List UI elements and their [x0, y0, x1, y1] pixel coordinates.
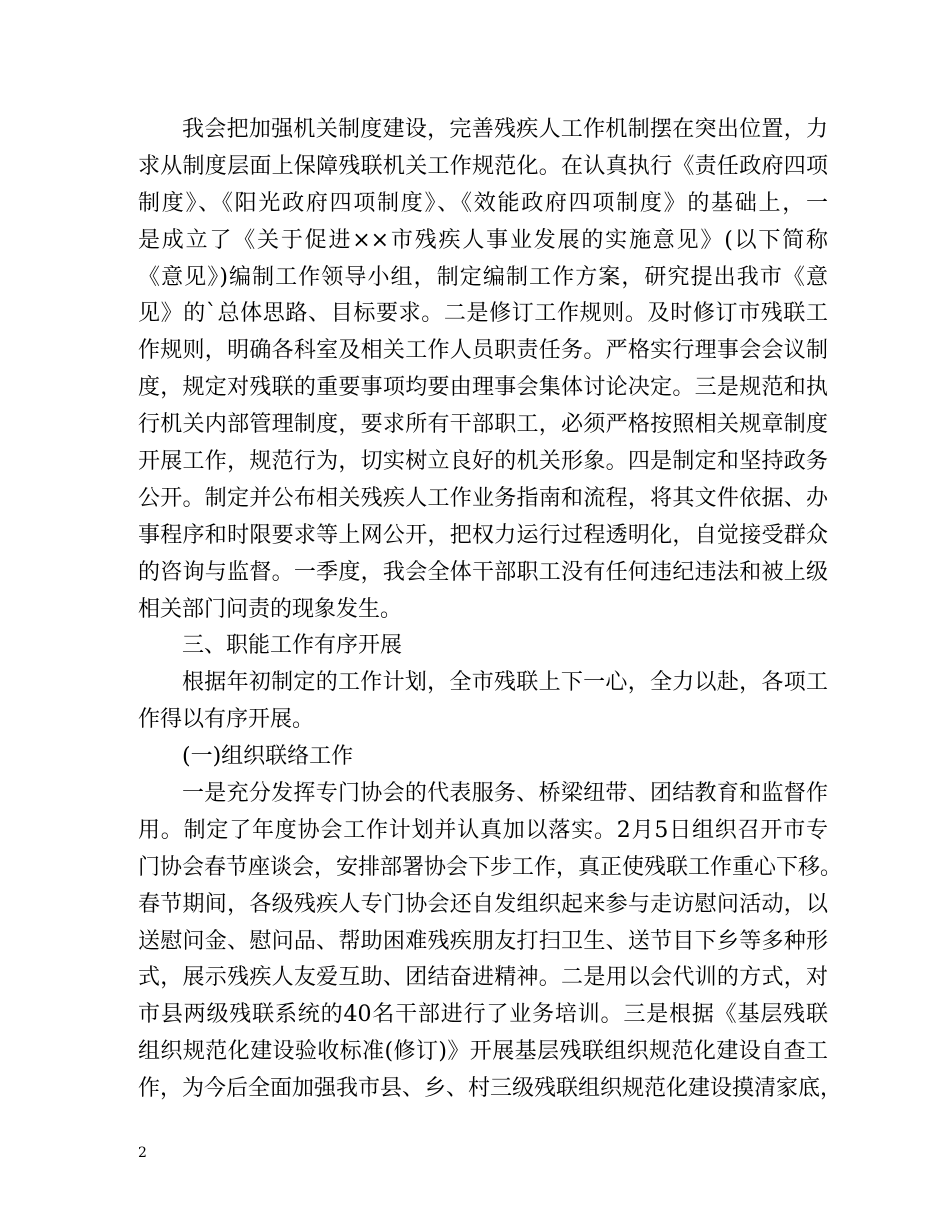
text-line: 制度》、《阳光政府四项制度》、《效能政府四项制度》的基础上，一 — [138, 190, 828, 216]
text-line: 相关部门问责的现象发生。 — [138, 596, 403, 622]
page-number: 2 — [138, 1145, 147, 1161]
text-line: 用。制定了年度协会工作计划并认真加以落实。2月5日组织召开市专 — [138, 817, 828, 843]
text-line: 我会把加强机关制度建设，完善残疾人工作机制摆在突出位置，力 — [182, 117, 828, 142]
text-line: 《意见》)编制工作领导小组，制定编制工作方案，研究提出我市《意 — [138, 264, 828, 290]
text-line: 作规则，明确各科室及相关工作人员职责任务。严格实行理事会会议制 — [138, 338, 828, 364]
text-line: 市县两级残联系统的40名干部进行了业务培训。三是根据《基层残联 — [138, 1002, 828, 1028]
text-line: 组织规范化建设验收标准(修订)》开展基层残联组织规范化建设自查工 — [138, 1039, 828, 1065]
text-line: 求从制度层面上保障残联机关工作规范化。在认真执行《责任政府四项 — [138, 153, 828, 179]
text-line: 根据年初制定的工作计划，全市残联上下一心，全力以赴，各项工 — [182, 670, 828, 696]
text-line: 事程序和时限要求等上网公开，把权力运行过程透明化，自觉接受群众 — [138, 522, 828, 548]
text-line: 作得以有序开展。 — [138, 707, 315, 733]
text-line: 门协会春节座谈会，安排部署协会下步工作，真正使残联工作重心下移。 — [138, 854, 843, 880]
text-line: 式，展示残疾人友爱互助、团结奋进精神。二是用以会代训的方式，对 — [138, 965, 828, 991]
text-line: 春节期间，各级残疾人专门协会还自发组织起来参与走访慰问活动，以 — [138, 891, 828, 917]
text-line: 送慰问金、慰问品、帮助困难残疾朋友打扫卫生、送节目下乡等多种形 — [138, 928, 828, 954]
text-line: 三、职能工作有序开展 — [182, 633, 403, 659]
text-line: 的咨询与监督。一季度，我会全体干部职工没有任何违纪违法和被上级 — [138, 559, 828, 585]
document-body — [138, 112, 843, 1108]
text-line: 行机关内部管理制度，要求所有干部职工，必须严格按照相关规章制度 — [138, 412, 828, 438]
text-line: 是成立了《关于促进××市残疾人事业发展的实施意见》(以下简称 — [138, 227, 828, 253]
text-line: 一是充分发挥专门协会的代表服务、桥梁纽带、团结教育和监督作 — [182, 781, 828, 807]
text-line: 开展工作，规范行为，切实树立良好的机关形象。四是制定和坚持政务 — [138, 449, 828, 475]
text-line: 度，规定对残联的重要事项均要由理事会集体讨论决定。三是规范和执 — [138, 375, 828, 401]
text-line: (一)组织联络工作 — [182, 744, 354, 770]
text-line: 作，为今后全面加强我市县、乡、村三级残联组织规范化建设摸清家底， — [138, 1076, 843, 1102]
text-line: 公开。制定并公布相关残疾人工作业务指南和流程，将其文件依据、办 — [138, 485, 828, 511]
text-line: 见》的`总体思路、目标要求。二是修订工作规则。及时修订市残联工 — [138, 301, 828, 327]
